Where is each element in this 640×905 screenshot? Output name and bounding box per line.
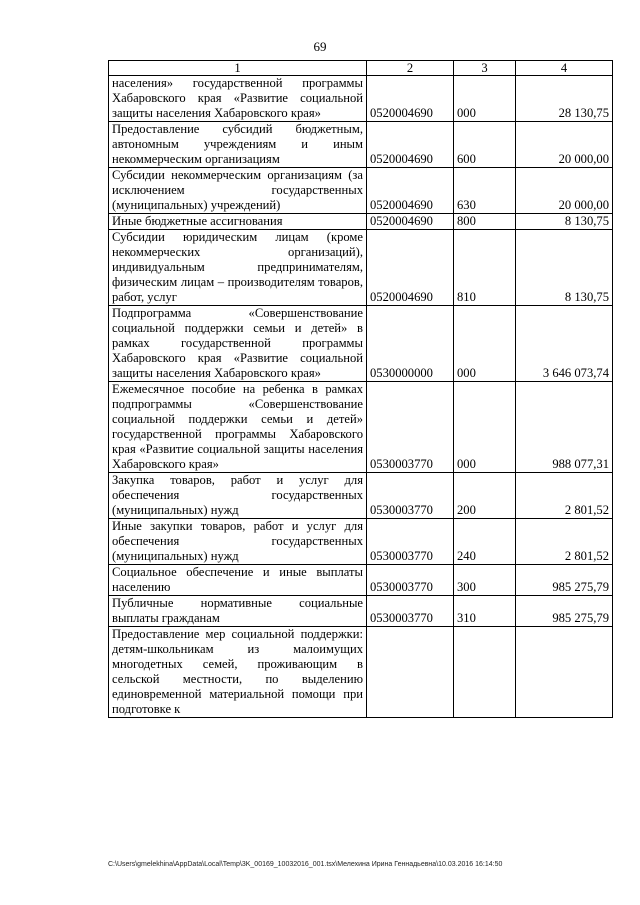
row-expense-type: 810 — [454, 230, 516, 306]
table-row — [109, 473, 613, 519]
row-target-code: 0520004690 — [367, 214, 454, 230]
table-row — [109, 565, 613, 596]
table-row — [109, 122, 613, 168]
row-target-code: 0530003770 — [367, 519, 454, 565]
row-expense-type: 200 — [454, 473, 516, 519]
row-description: Субсидии некоммерческим организациям (за исключением государственных (муниципальных) учреждений) — [109, 168, 367, 214]
row-expense-type: 000 — [454, 76, 516, 122]
row-target-code: 0530003770 — [367, 473, 454, 519]
row-description: Предоставление субсидий бюджетным, автономным учреждениям и иным некоммерческим организациям — [109, 122, 367, 168]
row-target-code: 0520004690 — [367, 168, 454, 214]
row-expense-type: 000 — [454, 306, 516, 382]
row-expense-type: 630 — [454, 168, 516, 214]
row-target-code: 0520004690 — [367, 122, 454, 168]
header-cell-2: 2 — [367, 61, 454, 76]
table-row — [109, 230, 613, 306]
table-row — [109, 627, 613, 718]
row-expense-type: 000 — [454, 382, 516, 473]
row-target-code: 0520004690 — [367, 230, 454, 306]
row-amount: 8 130,75 — [516, 214, 613, 230]
row-description: Ежемесячное пособие на ребенка в рамках подпрограммы «Совершенствование социальной поддержки семьи и детей» государственной программы Хабаровского края «Развитие социальной защиты населения Хабаровского края» — [109, 382, 367, 473]
row-description: Закупка товаров, работ и услуг для обеспечения государственных (муниципальных) нужд — [109, 473, 367, 519]
file-path-footer: C:\Users\gmelekhina\AppData\Local\Temp\3K_00169_10032016_001.tsx\Мелехина Ирина Геннадьевна\10.03.2016 16:14:50 — [108, 861, 503, 868]
table-row — [109, 382, 613, 473]
row-expense-type: 600 — [454, 122, 516, 168]
row-amount: 3 646 073,74 — [516, 306, 613, 382]
row-description: Предоставление мер социальной поддержки: детям-школьникам из малоимущих многодетных семей, проживающим в сельской местности, по выделению единовременной материальной помощи при подготовке к — [109, 627, 367, 718]
table-row — [109, 76, 613, 122]
row-amount: 20 000,00 — [516, 122, 613, 168]
row-amount: 20 000,00 — [516, 168, 613, 214]
row-description: Иные бюджетные ассигнования — [109, 214, 367, 230]
row-description: Иные закупки товаров, работ и услуг для обеспечения государственных (муниципальных) нужд — [109, 519, 367, 565]
row-description: населения» государственной программы Хабаровского края «Развитие социальной защиты населения Хабаровского края» — [109, 76, 367, 122]
row-amount — [516, 627, 613, 718]
page-number: 69 — [313, 39, 327, 54]
row-amount: 2 801,52 — [516, 519, 613, 565]
row-target-code: 0530003770 — [367, 565, 454, 596]
table-row — [109, 168, 613, 214]
row-amount: 988 077,31 — [516, 382, 613, 473]
row-amount: 985 275,79 — [516, 565, 613, 596]
row-expense-type — [454, 627, 516, 718]
row-target-code: 0530003770 — [367, 596, 454, 627]
header-cell-4: 4 — [516, 61, 613, 76]
row-amount: 28 130,75 — [516, 76, 613, 122]
header-row — [109, 61, 613, 76]
row-target-code: 0530003770 — [367, 382, 454, 473]
row-target-code — [367, 627, 454, 718]
row-amount: 985 275,79 — [516, 596, 613, 627]
budget-table — [108, 60, 613, 718]
row-expense-type: 300 — [454, 565, 516, 596]
row-expense-type: 240 — [454, 519, 516, 565]
table-row — [109, 519, 613, 565]
row-amount: 2 801,52 — [516, 473, 613, 519]
header-cell-1: 1 — [109, 61, 367, 76]
table-row — [109, 214, 613, 230]
row-amount: 8 130,75 — [516, 230, 613, 306]
row-description: Публичные нормативные социальные выплаты гражданам — [109, 596, 367, 627]
row-description: Социальное обеспечение и иные выплаты населению — [109, 565, 367, 596]
table-row — [109, 596, 613, 627]
row-description: Подпрограмма «Совершенствование социальной поддержки семьи и детей» в рамках государственной программы Хабаровского края «Развитие социальной защиты населения Хабаровского края» — [109, 306, 367, 382]
row-expense-type: 310 — [454, 596, 516, 627]
table-row — [109, 306, 613, 382]
row-expense-type: 800 — [454, 214, 516, 230]
row-description: Субсидии юридическим лицам (кроме некоммерческих организаций), индивидуальным предпринимателям, физическим лицам – производителям товаров, работ, услуг — [109, 230, 367, 306]
row-target-code: 0530000000 — [367, 306, 454, 382]
row-target-code: 0520004690 — [367, 76, 454, 122]
header-cell-3: 3 — [454, 61, 516, 76]
